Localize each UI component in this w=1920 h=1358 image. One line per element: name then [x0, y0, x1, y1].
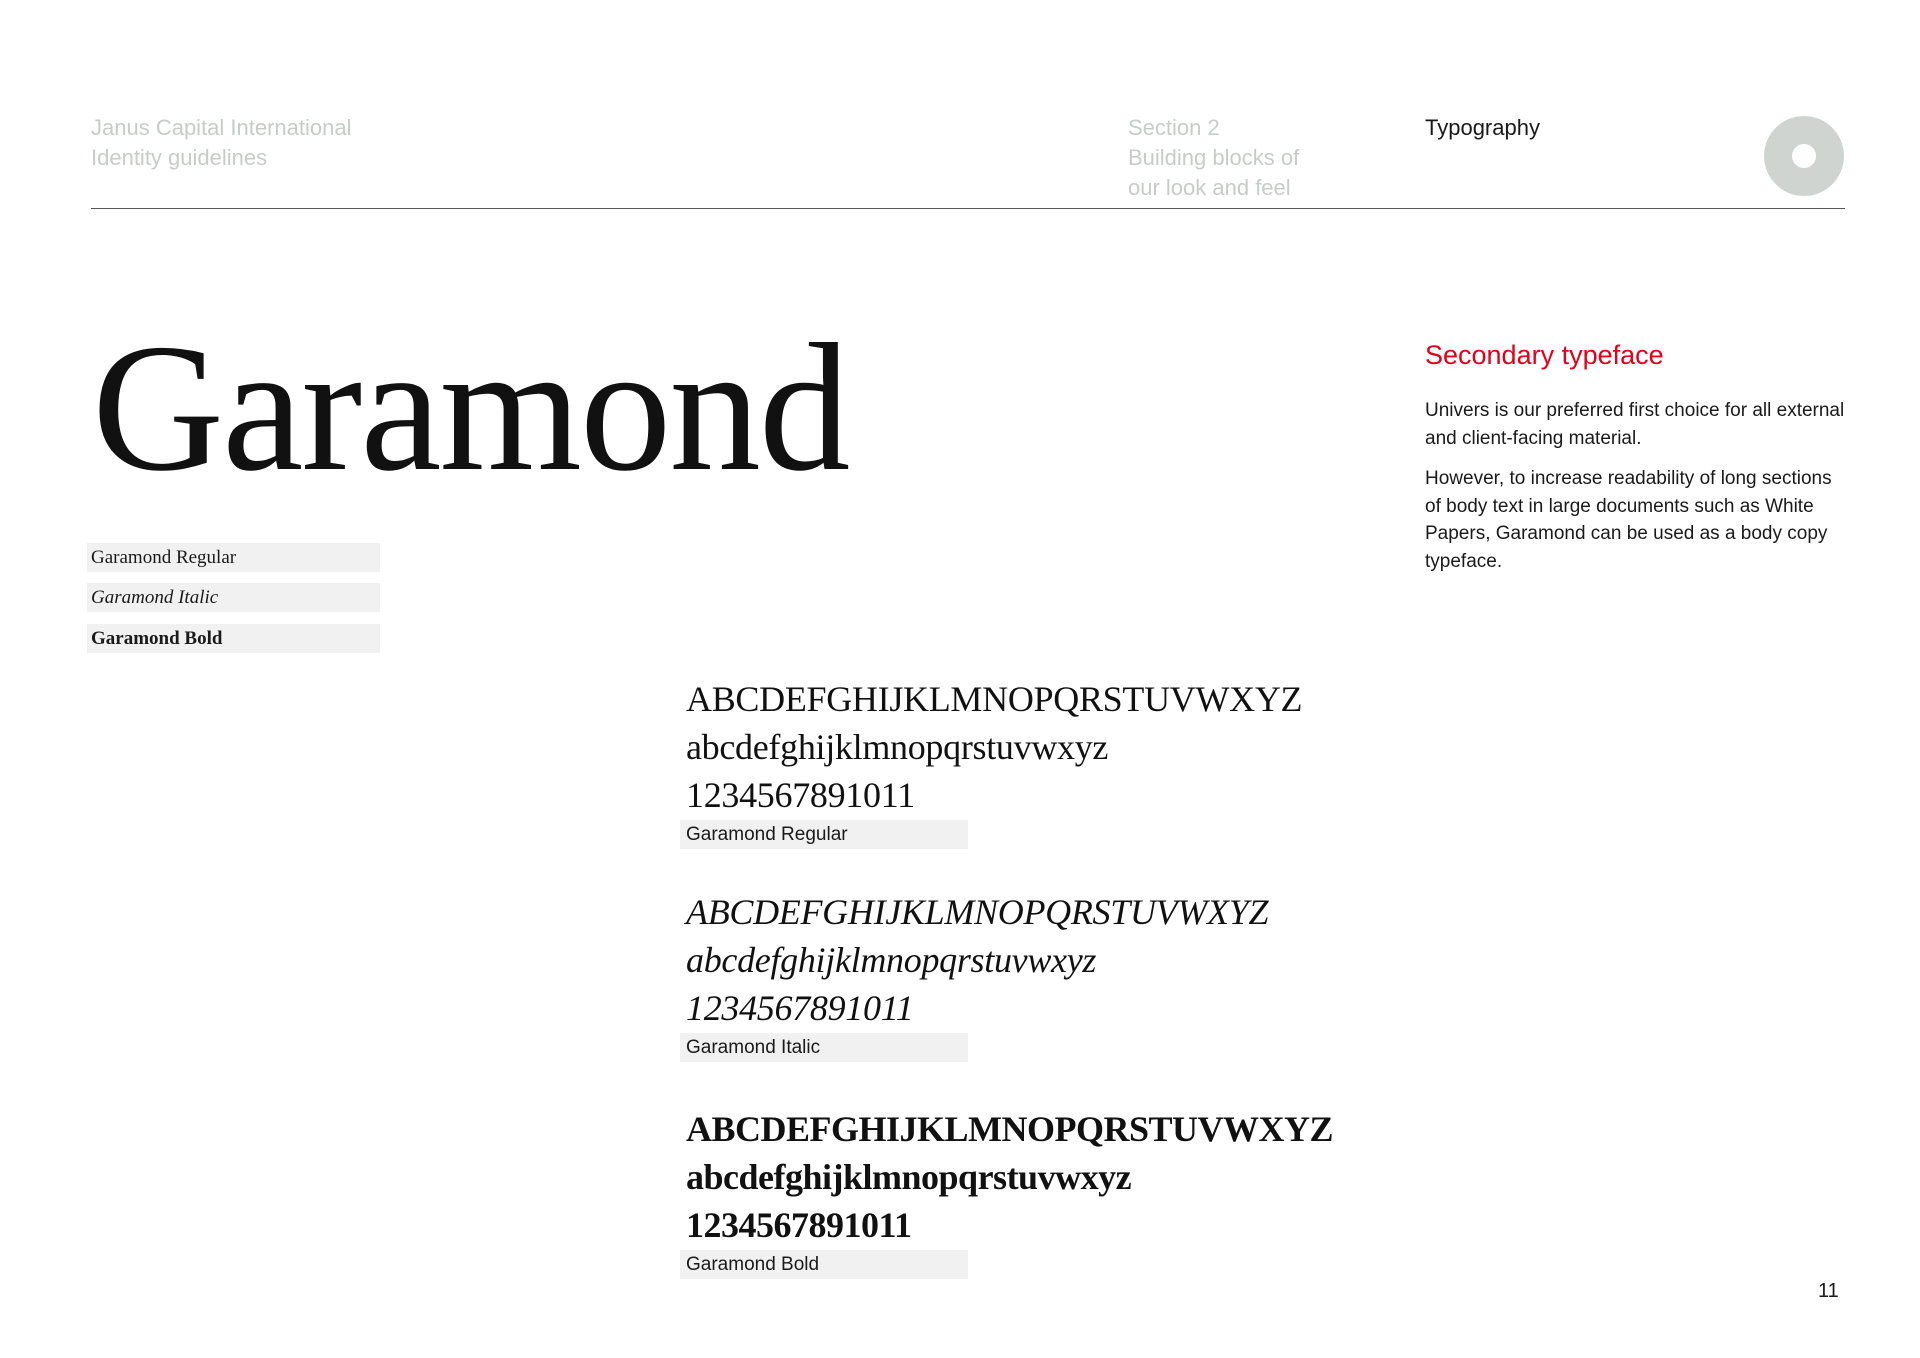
panel-paragraph: However, to increase readability of long sections of body text in large documents such as White Papers, Garamond can be used as a body copy typeface.: [1425, 468, 1832, 572]
header-section: [1128, 113, 1299, 203]
weight-chip-regular: Garamond Regular: [87, 543, 380, 572]
header-brand: [91, 113, 352, 173]
specimen-label: Garamond Regular: [680, 820, 968, 849]
section-number: Section 2: [1128, 115, 1220, 140]
header-divider: [91, 208, 1845, 209]
document-title: Identity guidelines: [91, 145, 268, 170]
specimen-lowercase: abcdefghijklmnopqrstuvwxyz: [686, 1157, 1132, 1197]
header-topic: Typography: [1425, 115, 1540, 140]
specimen-uppercase: ABCDEFGHIJKLMNOPQRSTUVWXYZ: [686, 679, 1303, 719]
ring-logo-icon: [1764, 116, 1844, 196]
specimen-bold: [686, 1105, 1333, 1279]
secondary-typeface-panel: [1425, 337, 1845, 575]
panel-heading: Secondary typeface: [1425, 340, 1664, 370]
specimen-uppercase: ABCDEFGHIJKLMNOPQRSTUVWXYZ: [686, 892, 1269, 932]
weight-chip-italic: Garamond Italic: [87, 583, 380, 612]
specimen-lowercase: abcdefghijklmnopqrstuvwxyz: [686, 727, 1109, 767]
specimen-uppercase: ABCDEFGHIJKLMNOPQRSTUVWXYZ: [686, 1109, 1334, 1149]
section-title-line1: Building blocks of: [1128, 145, 1300, 170]
panel-paragraph: Univers is our preferred first choice for all external and client-facing material.: [1425, 400, 1845, 449]
specimen-regular: [686, 675, 1302, 849]
specimen-numerals: 1234567891011: [686, 775, 915, 815]
specimen-label: Garamond Italic: [680, 1033, 968, 1062]
brand-name: Janus Capital International: [91, 115, 352, 140]
specimen-numerals: 1234567891011: [686, 1205, 912, 1245]
specimen-label: Garamond Bold: [680, 1250, 968, 1279]
page-number: 11: [1818, 1280, 1839, 1302]
section-title-line2: our look and feel: [1128, 175, 1291, 200]
typeface-hero-title: Garamond: [92, 306, 849, 509]
weight-chip-bold: Garamond Bold: [87, 624, 380, 653]
specimen-numerals: 1234567891011: [686, 988, 914, 1028]
specimen-italic: [686, 888, 1268, 1062]
specimen-lowercase: abcdefghijklmnopqrstuvwxyz: [686, 940, 1097, 980]
